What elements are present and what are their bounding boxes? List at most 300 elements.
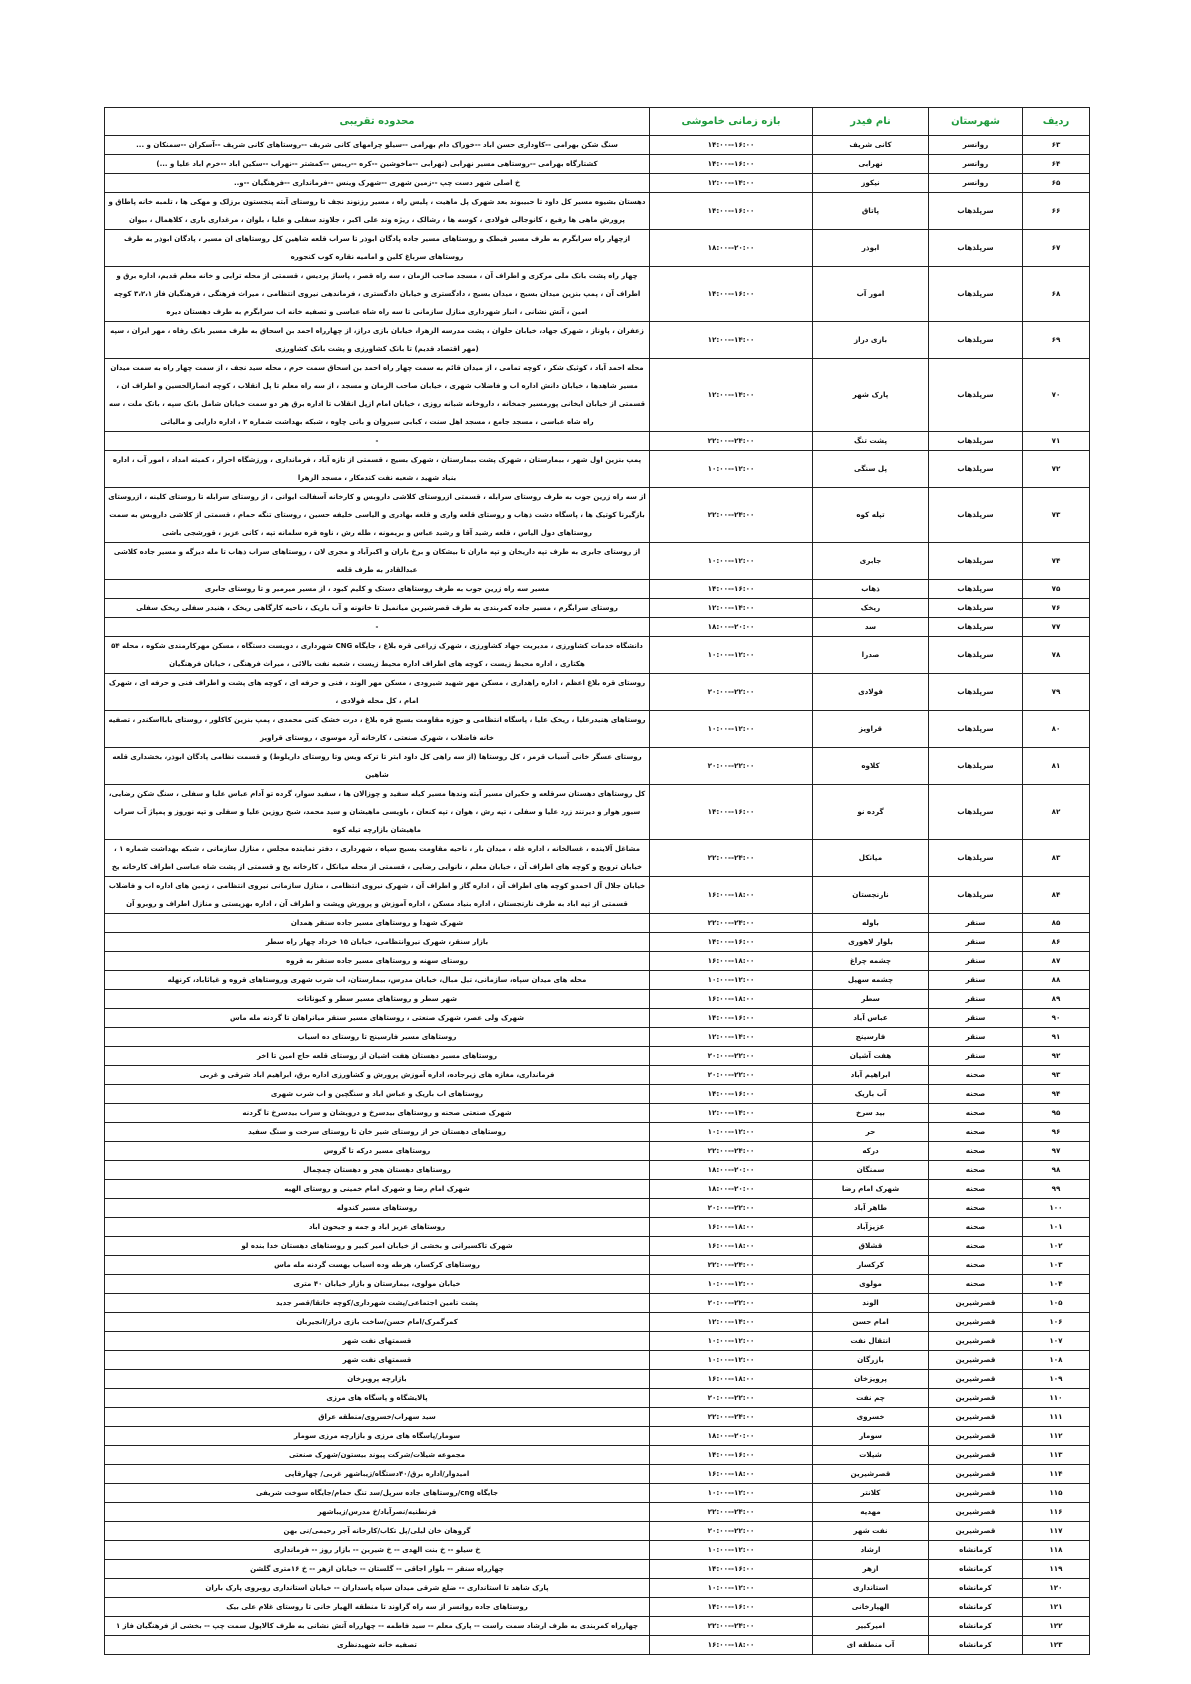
outage-window-cell: ۱۴:۰۰--۱۶:۰۰ xyxy=(650,785,813,840)
outage-window-cell: ۱۰:۰۰--۱۲:۰۰ xyxy=(650,1484,813,1503)
area-cell: شهرک تاکسیرانی و بخشی از خیابان امیر کبیر و روستاهای دهستان خدا بنده لو xyxy=(105,1237,650,1256)
outage-window-cell: ۱۴:۰۰--۱۶:۰۰ xyxy=(650,1560,813,1579)
outage-window-cell: ۲۰:۰۰--۲۲:۰۰ xyxy=(650,1047,813,1066)
feeder-cell: نارنجستان xyxy=(813,877,929,914)
area-cell: شهرک صنعتی صحنه و روستاهای بیدسرخ و درویشان و سراب بیدسرخ تا گردنه xyxy=(105,1104,650,1123)
outage-window-cell: ۱۴:۰۰--۱۶:۰۰ xyxy=(650,1009,813,1028)
table-body xyxy=(105,136,1090,1655)
row-number-cell: ۱۱۹ xyxy=(1023,1560,1090,1579)
county-cell: قصرشیرین xyxy=(929,1332,1023,1351)
area-cell: گروهان خان لیلی/پل تکاب/کارخانه آجر رحیمی/نی بهن xyxy=(105,1522,650,1541)
table-row xyxy=(105,580,1090,599)
outage-window-cell: ۱۴:۰۰--۱۶:۰۰ xyxy=(650,267,813,322)
table-row xyxy=(105,543,1090,580)
county-cell: صحنه xyxy=(929,1180,1023,1199)
row-number-cell: ۶۳ xyxy=(1023,136,1090,155)
outage-window-cell: ۱۰:۰۰--۱۲:۰۰ xyxy=(650,637,813,674)
area-cell: کل روستاهای دهستان سرقلعه و حکیران مسیر آبته وندها مسیر کیله سفید و چوزالان ها ، سفید سوار، گرده تو آدام عباس علیا و سفلی ، سنگ شکن رضایی، سیور هوار و دیرنند زرد علیا و سفلی ، تپه رش ، هوان ، تپه کنعان ، باویسی ماهیشان و سید محمد، شیخ روزین علیا و سفلی و تپه نوروز و پمپاژ آب سراب ماهیشان بازارچه تیله کوه xyxy=(105,785,650,840)
area-cell: روستاهای مسیر درکه تا گروس xyxy=(105,1142,650,1161)
feeder-cell: امور آب xyxy=(813,267,929,322)
outage-window-cell: ۲۲:۰۰--۲۴:۰۰ xyxy=(650,1256,813,1275)
area-cell: پارک شاهد تا استانداری -- ضلع شرقی میدان سپاه پاسداران -- خیابان استانداری روبروی پارک باران xyxy=(105,1579,650,1598)
outage-window-cell: ۱۰:۰۰--۱۲:۰۰ xyxy=(650,451,813,488)
area-cell: - xyxy=(105,618,650,637)
outage-window-cell: ۱۴:۰۰--۱۶:۰۰ xyxy=(650,136,813,155)
area-cell: کشتارگاه بهرامی --روستاهی مسیر نهرابی (نهرابی --ماخوشین --کره --ریبس --کمشتر --نهراب --سکین اباد --خرم اباد علیا و ...) xyxy=(105,155,650,174)
table-row xyxy=(105,1009,1090,1028)
table-row xyxy=(105,1180,1090,1199)
area-cell: محله احمد آباد ، کوثیک شکر ، کوچه تمامی ، از میدان قائم به سمت چهار راه احمد بن اسحاق سمت حرم ، محله سید نجف ، از سمت چهار راه به سمت میدان مسیر شاهدها ، خیابان دانش اداره اب و فاضلاب شهری ، خیابان صاحب الزمان و مسجد ، از سه راه معلم تا پل انقلاب ، کوچه انصارالحسین و اطراف ان ، قسمتی از خیابان ایخانی پورمسیر جمخانه ، داروخانه شبانه روزی ، خیابان امام ازپل انقلاب تا اداره برق هر دو سمت خیابان شامل بانک سپه ، بانک ملت ، سه راه شاه عباسی ، مسجد جامع ، مسجد اهل سنت ، کبابی سیروان و بانی چاوه ، شبکه بهداشت شماره ۲ ، اداره دارایی و مالیاتی xyxy=(105,359,650,432)
feeder-cell: آب منطقه ای xyxy=(813,1636,929,1655)
table-row xyxy=(105,1028,1090,1047)
county-cell: سنقر xyxy=(929,914,1023,933)
feeder-cell: سد xyxy=(813,618,929,637)
row-number-cell: ۸۵ xyxy=(1023,914,1090,933)
county-cell: قصرشیرین xyxy=(929,1389,1023,1408)
county-cell: صحنه xyxy=(929,1237,1023,1256)
outage-window-cell: ۱۸:۰۰--۲۰:۰۰ xyxy=(650,230,813,267)
row-number-cell: ۹۹ xyxy=(1023,1180,1090,1199)
table-row xyxy=(105,674,1090,711)
outage-window-cell: ۲۲:۰۰--۲۴:۰۰ xyxy=(650,432,813,451)
outage-window-cell: ۱۴:۰۰--۱۶:۰۰ xyxy=(650,1085,813,1104)
outage-window-cell: ۲۲:۰۰--۲۴:۰۰ xyxy=(650,1142,813,1161)
area-cell: چهارراه کمربندی به طرف ارشاد سمت راست -- پارک معلم -- سید فاطمه -- چهارراه آتش نشانی به طرف کالاپول سمت چپ -- بخشی از فرهنگیان فاز ۱ xyxy=(105,1617,650,1636)
outage-window-cell: ۱۲:۰۰--۱۴:۰۰ xyxy=(650,1028,813,1047)
row-number-cell: ۱۱۸ xyxy=(1023,1541,1090,1560)
feeder-cell: نهرابی xyxy=(813,155,929,174)
outage-window-cell: ۱۰:۰۰--۱۲:۰۰ xyxy=(650,1275,813,1294)
outage-window-cell: ۱۲:۰۰--۱۴:۰۰ xyxy=(650,1104,813,1123)
county-cell: سنقر xyxy=(929,1009,1023,1028)
row-number-cell: ۶۸ xyxy=(1023,267,1090,322)
outage-schedule-sheet xyxy=(104,107,1089,1655)
feeder-cell: چم نفت xyxy=(813,1389,929,1408)
area-cell: بازارچه پرویزخان xyxy=(105,1370,650,1389)
county-cell: سرپلذهاب xyxy=(929,267,1023,322)
row-number-cell: ۹۵ xyxy=(1023,1104,1090,1123)
table-row xyxy=(105,1104,1090,1123)
table-row xyxy=(105,1484,1090,1503)
row-number-cell: ۷۱ xyxy=(1023,432,1090,451)
area-cell: از روستای جابری به طرف تپه داریخان و تپه ماران تا بیشکان و برخ باران و اکبرآباد و مجری لان ، روستاهای سراب ذهاب تا مله دیزگه و مسیر جاده کلاشی عبدالقادر به طرف قلعه xyxy=(105,543,650,580)
outage-window-cell: ۱۴:۰۰--۱۶:۰۰ xyxy=(650,193,813,230)
table-row xyxy=(105,359,1090,432)
area-cell: شهرک امام رضا و شهرک امام خمینی و روستای الهیه xyxy=(105,1180,650,1199)
feeder-cell: قشلاق xyxy=(813,1237,929,1256)
outage-window-cell: ۱۰:۰۰--۱۲:۰۰ xyxy=(650,543,813,580)
table-row xyxy=(105,971,1090,990)
table-row xyxy=(105,748,1090,785)
area-cell: خ اصلی شهر دست چپ --زمین شهری --شهرک وینس --فرمانداری --فرهنگیان --و.. xyxy=(105,174,650,193)
table-row xyxy=(105,1579,1090,1598)
county-cell: کرمانشاه xyxy=(929,1598,1023,1617)
area-cell: روستاهای کرکسار، هرطه وده اسیاب بهست گردنه مله ماس xyxy=(105,1256,650,1275)
feeder-cell: چشمه چراغ xyxy=(813,952,929,971)
header-county: شهرستان xyxy=(929,108,1023,136)
feeder-cell: چشمه سهیل xyxy=(813,971,929,990)
table-row xyxy=(105,174,1090,193)
feeder-cell: بلوار لاهوری xyxy=(813,933,929,952)
row-number-cell: ۹۴ xyxy=(1023,1085,1090,1104)
table-row xyxy=(105,637,1090,674)
table-row xyxy=(105,1389,1090,1408)
feeder-cell: نفت شهر xyxy=(813,1522,929,1541)
outage-window-cell: ۲۰:۰۰--۲۲:۰۰ xyxy=(650,1522,813,1541)
outage-window-cell: ۱۸:۰۰--۲۰:۰۰ xyxy=(650,1180,813,1199)
outage-window-cell: ۱۰:۰۰--۱۲:۰۰ xyxy=(650,1332,813,1351)
area-cell: قسمتهای نفت شهر xyxy=(105,1332,650,1351)
area-cell: زعفران ، پاوناز ، شهرک جهاد، خیابان حلوان ، پشت مدرسه الزهرا، خیابان بازی دراز، از چهارراه احمد بن اسحاق به طرف مسیر بانک رفاه ، مهر ایران ، سپه (مهر اقتصاد قدیم) تا بانک کشاورزی و پشت بانک کشاورزی xyxy=(105,322,650,359)
area-cell: خیابان جلال آل احمدو کوچه های اطراف آن ، اداره گاز و اطراف آن ، شهرک نیروی انتظامی ، منازل سازمانی نیروی انتظامی ، زمین های اداره اب و فاضلاب قسمتی از تپه اباد به طرف نارنجستان ، اداره بنیاد مسکن ، اداره آموزش و پرورش وپشت و اطراف آن ، اداره بهزیستی و منازل اطراف و روبرو آن xyxy=(105,877,650,914)
table-row xyxy=(105,155,1090,174)
table-row xyxy=(105,1446,1090,1465)
table-row xyxy=(105,136,1090,155)
county-cell: سرپلذهاب xyxy=(929,359,1023,432)
feeder-cell: الوند xyxy=(813,1294,929,1313)
county-cell: سرپلذهاب xyxy=(929,785,1023,840)
table-row xyxy=(105,1161,1090,1180)
county-cell: کرمانشاه xyxy=(929,1560,1023,1579)
feeder-cell: سمنگان xyxy=(813,1161,929,1180)
table-row xyxy=(105,990,1090,1009)
feeder-cell: کلاوه xyxy=(813,748,929,785)
row-number-cell: ۱۰۷ xyxy=(1023,1332,1090,1351)
county-cell: سرپلذهاب xyxy=(929,674,1023,711)
area-cell: روستاهای جاده روانسر از سه راه گراوند تا منطقه الهیار خانی تا روستای غلام علی بیک xyxy=(105,1598,650,1617)
table-row xyxy=(105,933,1090,952)
area-cell: مجموعه شیلات/شرکت پیوند بیستون/شهرک صنعتی xyxy=(105,1446,650,1465)
header-outage-window: بازه زمانی خاموشی xyxy=(650,108,813,136)
county-cell: قصرشیرین xyxy=(929,1351,1023,1370)
county-cell: صحنه xyxy=(929,1142,1023,1161)
row-number-cell: ۹۸ xyxy=(1023,1161,1090,1180)
area-cell: ازچهار راه سرابگرم به طرف مسیر قیطک و روستاهای مسیر جاده پادگان ابوذر تا سراب قلعه شاهین کل روستاهای ان مسیر ، پادگان ابوذر به طرف روستاهای سرباغ کلین و امامیه نقاره کوب کنجوره xyxy=(105,230,650,267)
county-cell: قصرشیرین xyxy=(929,1370,1023,1389)
feeder-cell: قصرشیرین xyxy=(813,1465,929,1484)
row-number-cell: ۸۷ xyxy=(1023,952,1090,971)
table-row xyxy=(105,599,1090,618)
row-number-cell: ۱۱۶ xyxy=(1023,1503,1090,1522)
row-number-cell: ۷۴ xyxy=(1023,543,1090,580)
county-cell: سرپلذهاب xyxy=(929,877,1023,914)
feeder-cell: فولادی xyxy=(813,674,929,711)
table-row xyxy=(105,1313,1090,1332)
table-row xyxy=(105,267,1090,322)
county-cell: سرپلذهاب xyxy=(929,543,1023,580)
table-row xyxy=(105,1560,1090,1579)
county-cell: سنقر xyxy=(929,952,1023,971)
table-row xyxy=(105,1256,1090,1275)
row-number-cell: ۸۰ xyxy=(1023,711,1090,748)
feeder-cell: امیرکبیر xyxy=(813,1617,929,1636)
row-number-cell: ۱۱۳ xyxy=(1023,1446,1090,1465)
outage-window-cell: ۱۶:۰۰--۱۸:۰۰ xyxy=(650,1237,813,1256)
county-cell: کرمانشاه xyxy=(929,1617,1023,1636)
row-number-cell: ۶۹ xyxy=(1023,322,1090,359)
outage-window-cell: ۲۲:۰۰--۲۴:۰۰ xyxy=(650,1503,813,1522)
area-cell: محله های میدان سپاه، سازمانی، تیل مبال، خیابان مدرس، بیمارستان، اب شرب شهری وروستاهای قروه و غیاثاباد، کرنهله xyxy=(105,971,650,990)
area-cell: روستاهای اب باریک و عباس اباد و سنگچین و اب شرب شهری xyxy=(105,1085,650,1104)
row-number-cell: ۹۳ xyxy=(1023,1066,1090,1085)
area-cell: فرمانداری، مغازه های زیرجاده، اداره آموزش پرورش و کشاورزی اداره برق، ابراهیم اباد شرقی و غربی xyxy=(105,1066,650,1085)
outage-window-cell: ۲۲:۰۰--۲۴:۰۰ xyxy=(650,1408,813,1427)
table-row xyxy=(105,1370,1090,1389)
table-row xyxy=(105,1199,1090,1218)
row-number-cell: ۹۰ xyxy=(1023,1009,1090,1028)
row-number-cell: ۱۰۹ xyxy=(1023,1370,1090,1389)
table-row xyxy=(105,1237,1090,1256)
table-row xyxy=(105,1427,1090,1446)
outage-window-cell: ۱۴:۰۰--۱۶:۰۰ xyxy=(650,580,813,599)
outage-window-cell: ۱۴:۰۰--۱۶:۰۰ xyxy=(650,933,813,952)
row-number-cell: ۱۲۰ xyxy=(1023,1579,1090,1598)
outage-window-cell: ۲۲:۰۰--۲۴:۰۰ xyxy=(650,914,813,933)
outage-window-cell: ۱۶:۰۰--۱۸:۰۰ xyxy=(650,877,813,914)
row-number-cell: ۸۶ xyxy=(1023,933,1090,952)
area-cell: روستاهای مسیر دهستان هفت اشیان از روستای قلعه حاج امین تا اخر xyxy=(105,1047,650,1066)
feeder-cell: پاتاق xyxy=(813,193,929,230)
outage-window-cell: ۲۰:۰۰--۲۲:۰۰ xyxy=(650,1199,813,1218)
row-number-cell: ۱۱۵ xyxy=(1023,1484,1090,1503)
county-cell: صحنه xyxy=(929,1218,1023,1237)
table-row xyxy=(105,1047,1090,1066)
outage-window-cell: ۲۰:۰۰--۲۲:۰۰ xyxy=(650,1294,813,1313)
outage-window-cell: ۱۰:۰۰--۱۲:۰۰ xyxy=(650,1541,813,1560)
row-number-cell: ۱۲۲ xyxy=(1023,1617,1090,1636)
table-row xyxy=(105,914,1090,933)
outage-window-cell: ۱۰:۰۰--۱۲:۰۰ xyxy=(650,1351,813,1370)
county-cell: صحنه xyxy=(929,1275,1023,1294)
header-row-number: ردیف xyxy=(1023,108,1090,136)
table-row xyxy=(105,1465,1090,1484)
feeder-cell: ذهاب xyxy=(813,580,929,599)
row-number-cell: ۶۶ xyxy=(1023,193,1090,230)
county-cell: قصرشیرین xyxy=(929,1522,1023,1541)
county-cell: قصرشیرین xyxy=(929,1446,1023,1465)
table-row xyxy=(105,618,1090,637)
outage-window-cell: ۲۰:۰۰--۲۲:۰۰ xyxy=(650,748,813,785)
county-cell: روانسر xyxy=(929,174,1023,193)
outage-window-cell: ۱۰:۰۰--۱۲:۰۰ xyxy=(650,971,813,990)
table-row xyxy=(105,230,1090,267)
feeder-cell: بازرگان xyxy=(813,1351,929,1370)
table-row xyxy=(105,1617,1090,1636)
feeder-cell: عباس آباد xyxy=(813,1009,929,1028)
feeder-cell: مهدیه xyxy=(813,1503,929,1522)
county-cell: سنقر xyxy=(929,971,1023,990)
row-number-cell: ۷۰ xyxy=(1023,359,1090,432)
table-row xyxy=(105,1123,1090,1142)
feeder-cell: الهیارخانی xyxy=(813,1598,929,1617)
outage-window-cell: ۲۰:۰۰--۲۲:۰۰ xyxy=(650,1389,813,1408)
area-cell: روستای عسگر خانی آسیاب قرمز ، کل روستاها (از سه راهی کل داود ابتر تا ترکه ویس وتا روستای داریلوط) و قسمت نظامی پادگان ابوذر، بخشداری قلعه شاهین xyxy=(105,748,650,785)
area-cell: روستاهای عزیز اباد و جمه و جیحون اباد xyxy=(105,1218,650,1237)
county-cell: قصرشیرین xyxy=(929,1294,1023,1313)
area-cell: چهار راه پشت بانک ملی مرکزی و اطراف آن ، مسجد صاحب الزمان ، سه راه قصر ، پاساژ پردیس ، قسمتی از محله ترابی و خانه معلم قدیم، اداره برق و اطراف آن ، پمپ بنزین میدان بسیج ، میدان بسیج ، دادگستری و خیابان دادگستری ، فرماندهی نیروی انتظامی ، میراث فرهنگی ، فرهنگیان فاز ۳،۲،۱ کوچه امین ، آتش نشانی ، انبار شهرداری منازل سازمانی تا سه راه شاه عباسی و تصفیه خانه اب سرابگرم به طرف دهستان دیره xyxy=(105,267,650,322)
area-cell: - xyxy=(105,432,650,451)
county-cell: سرپلذهاب xyxy=(929,748,1023,785)
county-cell: روانسر xyxy=(929,155,1023,174)
feeder-cell: شیلات xyxy=(813,1446,929,1465)
area-cell: پشت تامین اجتماعی/پشت شهرداری/کوچه خانقا/قصر جدید xyxy=(105,1294,650,1313)
county-cell: سرپلذهاب xyxy=(929,488,1023,543)
row-number-cell: ۹۱ xyxy=(1023,1028,1090,1047)
table-row xyxy=(105,1351,1090,1370)
outage-window-cell: ۱۶:۰۰--۱۸:۰۰ xyxy=(650,952,813,971)
outage-window-cell: ۲۰:۰۰--۲۲:۰۰ xyxy=(650,674,813,711)
feeder-cell: ازهر xyxy=(813,1560,929,1579)
row-number-cell: ۱۰۲ xyxy=(1023,1237,1090,1256)
feeder-cell: امام حسن xyxy=(813,1313,929,1332)
row-number-cell: ۱۰۵ xyxy=(1023,1294,1090,1313)
county-cell: سنقر xyxy=(929,933,1023,952)
table-row xyxy=(105,432,1090,451)
table-row xyxy=(105,1218,1090,1237)
area-cell: روستاهای دهستان هجر و دهستان چمچمال xyxy=(105,1161,650,1180)
area-cell: شهرک شهدا و روستاهای مسیر جاده سنقر همدان xyxy=(105,914,650,933)
row-number-cell: ۱۰۴ xyxy=(1023,1275,1090,1294)
feeder-cell: درکه xyxy=(813,1142,929,1161)
county-cell: کرمانشاه xyxy=(929,1579,1023,1598)
county-cell: قصرشیرین xyxy=(929,1427,1023,1446)
area-cell: تصفیه خانه شهیدنظری xyxy=(105,1636,650,1655)
feeder-cell: عزیزآباد xyxy=(813,1218,929,1237)
county-cell: قصرشیرین xyxy=(929,1408,1023,1427)
row-number-cell: ۱۱۲ xyxy=(1023,1427,1090,1446)
area-cell: سید سهراب/خسروی/منطقه عراق xyxy=(105,1408,650,1427)
feeder-cell: طاهر آباد xyxy=(813,1199,929,1218)
feeder-cell: گرده نو xyxy=(813,785,929,840)
outage-window-cell: ۱۸:۰۰--۲۰:۰۰ xyxy=(650,1161,813,1180)
table-row xyxy=(105,877,1090,914)
feeder-cell: پل سنگی xyxy=(813,451,929,488)
area-cell: دهستان بشیوه مسیر کل داود تا حبیبوند بعد شهرک پل ماهیت ، پلیس راه ، مسیر رزنوند نجف تا روستای آبته پنجستون برزلک و مهکی ها ، تلمبه خانه پاطاق و پرورش ماهی ها رفیع ، کانوجالی فولادی ، کوسه ها ، رشالک ، ریژه وند علی اکبر ، جلاوند سفلی و علیا ، بلوان ، مرغداری باری ، کلاهمال ، بیوان xyxy=(105,193,650,230)
table-row xyxy=(105,1275,1090,1294)
area-cell: روستای قره بلاغ اعظم ، اداره راهداری ، مسکن مهر شهید شیرودی ، مسکن مهر الوند ، فنی و حرفه ای ، کوچه های پشت و اطراف فنی و حرفه ای ، شهرک امام ، کل محله فولادی ، xyxy=(105,674,650,711)
row-number-cell: ۶۴ xyxy=(1023,155,1090,174)
feeder-cell: ابوذر xyxy=(813,230,929,267)
outage-window-cell: ۱۶:۰۰--۱۸:۰۰ xyxy=(650,1218,813,1237)
area-cell: روستای سهنه و روستاهای مسیر جاده سنقر به قروه xyxy=(105,952,650,971)
area-cell: روستاهای دهستان حر از روستای شیر خان تا روستای سرخت و سنگ سفید xyxy=(105,1123,650,1142)
outage-window-cell: ۲۲:۰۰--۲۴:۰۰ xyxy=(650,840,813,877)
feeder-cell: باوله xyxy=(813,914,929,933)
row-number-cell: ۱۱۱ xyxy=(1023,1408,1090,1427)
county-cell: صحنه xyxy=(929,1066,1023,1085)
feeder-cell: بازی دراز xyxy=(813,322,929,359)
table-row xyxy=(105,952,1090,971)
table-row xyxy=(105,1066,1090,1085)
table-row xyxy=(105,840,1090,877)
county-cell: صحنه xyxy=(929,1199,1023,1218)
row-number-cell: ۸۸ xyxy=(1023,971,1090,990)
row-number-cell: ۹۷ xyxy=(1023,1142,1090,1161)
table-row xyxy=(105,1085,1090,1104)
row-number-cell: ۷۵ xyxy=(1023,580,1090,599)
feeder-cell: شهرک امام رضا xyxy=(813,1180,929,1199)
county-cell: سرپلذهاب xyxy=(929,432,1023,451)
row-number-cell: ۶۵ xyxy=(1023,174,1090,193)
outage-window-cell: ۱۲:۰۰--۱۴:۰۰ xyxy=(650,599,813,618)
area-cell: دانشگاه خدمات کشاورزی ، مدیریت جهاد کشاورزی ، شهرک زراعی قره بلاغ ، جایگاه CNG شهرداری ، دویست دستگاه ، مسکن مهرکارمندی شکوه ، محله ۵۴ هکتاری ، اداره محیط زیست ، کوچه های اطراف اداره محیط زیست ، شعبه نفت بالائی ، میراث فرهنگی ، خیابان فرهنگیان xyxy=(105,637,650,674)
feeder-cell: فارسینج xyxy=(813,1028,929,1047)
outage-window-cell: ۱۲:۰۰--۱۴:۰۰ xyxy=(650,1313,813,1332)
area-cell: فرنطنیه/نصرآباد/خ مدرس/زیباشهر xyxy=(105,1503,650,1522)
feeder-cell: سطر xyxy=(813,990,929,1009)
feeder-cell: سومار xyxy=(813,1427,929,1446)
feeder-cell: آب باریک xyxy=(813,1085,929,1104)
feeder-cell: استانداری xyxy=(813,1579,929,1598)
county-cell: سرپلذهاب xyxy=(929,193,1023,230)
row-number-cell: ۱۲۱ xyxy=(1023,1598,1090,1617)
county-cell: صحنه xyxy=(929,1085,1023,1104)
row-number-cell: ۱۰۳ xyxy=(1023,1256,1090,1275)
area-cell: روستاهای مسیر فارسینج تا روستای ده اسیاب xyxy=(105,1028,650,1047)
row-number-cell: ۷۳ xyxy=(1023,488,1090,543)
outage-window-cell: ۱۴:۰۰--۱۶:۰۰ xyxy=(650,155,813,174)
feeder-cell: تپله کوه xyxy=(813,488,929,543)
county-cell: سرپلذهاب xyxy=(929,451,1023,488)
outage-window-cell: ۱۶:۰۰--۱۸:۰۰ xyxy=(650,1636,813,1655)
table-row xyxy=(105,1598,1090,1617)
table-header-row xyxy=(105,108,1090,136)
area-cell: مشاغل آلاینده ، غسالخانه ، اداره غله ، میدان بار ، ناحیه مقاومت بسیج سپاه ، شهرداری ، دفتر نماینده مجلس ، منازل سازمانی ، شبکه بهداشت شماره ۱ ، خیابان ترویج و کوچه های اطراف آن ، خیابان معلم ، نانوایی رضایی ، قسمتی از محله میانکل ، کارخانه یخ و قسمتی از پشت شاه عباسی اطراف کارخانه یخ xyxy=(105,840,650,877)
county-cell: قصرشیرین xyxy=(929,1503,1023,1522)
table-row xyxy=(105,785,1090,840)
county-cell: صحنه xyxy=(929,1123,1023,1142)
row-number-cell: ۶۷ xyxy=(1023,230,1090,267)
county-cell: سنقر xyxy=(929,1047,1023,1066)
county-cell: قصرشیرین xyxy=(929,1465,1023,1484)
feeder-cell: جابری xyxy=(813,543,929,580)
county-cell: صحنه xyxy=(929,1104,1023,1123)
row-number-cell: ۷۲ xyxy=(1023,451,1090,488)
county-cell: سنقر xyxy=(929,990,1023,1009)
row-number-cell: ۷۹ xyxy=(1023,674,1090,711)
feeder-cell: انتقال نفت xyxy=(813,1332,929,1351)
row-number-cell: ۱۱۰ xyxy=(1023,1389,1090,1408)
feeder-cell: بید سرخ xyxy=(813,1104,929,1123)
row-number-cell: ۱۰۰ xyxy=(1023,1199,1090,1218)
county-cell: سرپلذهاب xyxy=(929,637,1023,674)
outage-schedule-table xyxy=(104,107,1090,1655)
area-cell: خیابان مولوی، بیمارستان و بازار خیابان ۴۰ متری xyxy=(105,1275,650,1294)
row-number-cell: ۱۲۳ xyxy=(1023,1636,1090,1655)
area-cell: سنگ شکن بهرامی --کاوداری حسن اباد --خوراک دام بهرامی --سیلو چرامهای کانی شریف --روستاهای کانی شریف --آسکران --سمنکان و ... xyxy=(105,136,650,155)
outage-window-cell: ۲۲:۰۰--۲۴:۰۰ xyxy=(650,488,813,543)
outage-window-cell: ۱۰:۰۰--۱۲:۰۰ xyxy=(650,711,813,748)
county-cell: سنقر xyxy=(929,1028,1023,1047)
county-cell: کرمانشاه xyxy=(929,1541,1023,1560)
area-cell: چهارراه سنقر -- بلوار اجاقی -- گلستان -- خیابان ازهر -- خ ۱۶متری گلشن xyxy=(105,1560,650,1579)
feeder-cell: مولوی xyxy=(813,1275,929,1294)
row-number-cell: ۸۹ xyxy=(1023,990,1090,1009)
area-cell: از سه راه زرین جوب به طرف روستای سرابله ، قسمتی ازروستای کلاشی داروبس و کارخانه آسفالت ایوانی ، از روستای سرابله تا روستای کلینه ، ازروستای بازگیرنا کوتیک ها ، پاسگاه دشت ذهاب و روستای قلعه واری و قلعه بهادری و الیاسی خلیفه حسین ، روستای تنگه حمام ، قسمتی از کلاشی داروبس به سمت روستاهای دول الیاس ، قلعه رشید آقا و رشید عباس و بریمونه ، طله رش ، ناوه قره سلمانه تپه ، کانی عزیز ، قورشجی باشی xyxy=(105,488,650,543)
feeder-cell: قراویز xyxy=(813,711,929,748)
feeder-cell: خسروی xyxy=(813,1408,929,1427)
outage-window-cell: ۱۲:۰۰--۱۴:۰۰ xyxy=(650,322,813,359)
county-cell: سرپلذهاب xyxy=(929,618,1023,637)
county-cell: روانسر xyxy=(929,136,1023,155)
area-cell: پالایشگاه و پاسگاه های مرزی xyxy=(105,1389,650,1408)
table-row xyxy=(105,1522,1090,1541)
area-cell: شهرک ولی عصر، شهرک صنعتی ، روستاهای مسیر سنقر میانراهان تا گردنه مله ماس xyxy=(105,1009,650,1028)
area-cell: روستای سرابگرم ، مسیر جاده کمربندی به طرف قصرشیرین میانمیل تا خانونه و آب باریک ، ناحیه کارگاهی ریخک ، هنیدر سفلی ریخک سفلی xyxy=(105,599,650,618)
row-number-cell: ۱۱۴ xyxy=(1023,1465,1090,1484)
row-number-cell: ۷۷ xyxy=(1023,618,1090,637)
county-cell: سرپلذهاب xyxy=(929,711,1023,748)
